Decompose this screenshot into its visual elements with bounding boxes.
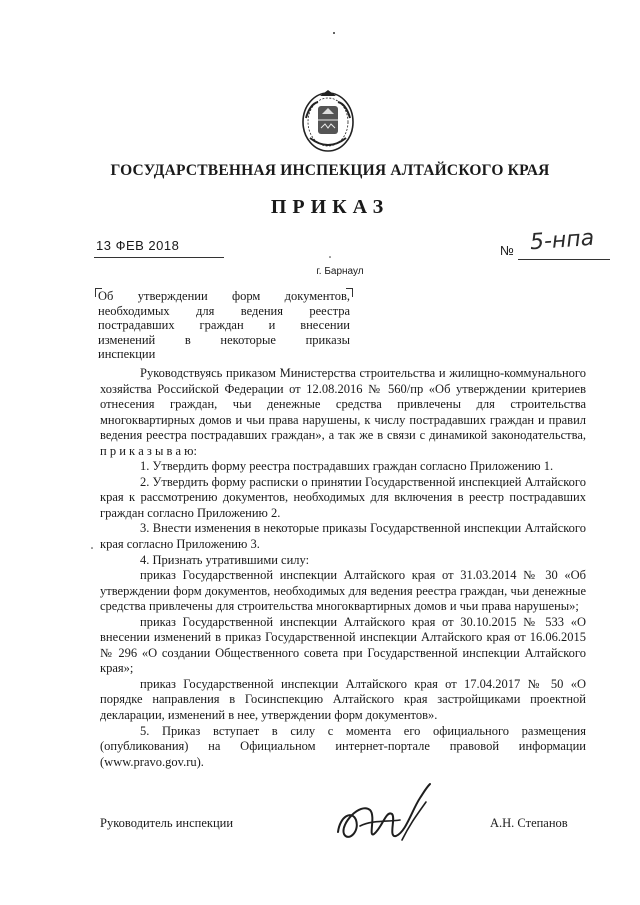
coat-of-arms-emblem-icon [300,88,356,154]
signatory-name: А.Н. Степанов [490,816,568,830]
order-item-3: 3. Внести изменения в некоторые приказы Государственной инспекции Алтайского края согласно Приложению 3. [100,521,586,552]
organization-title: ГОСУДАРСТВЕННАЯ ИНСПЕКЦИЯ АЛТАЙСКОГО КРАЯ [110,162,550,179]
number-underline [518,259,610,260]
number-label: № [500,243,514,258]
order-item-1: 1. Утвердить форму реестра пострадавших граждан согласно Приложению 1. [140,459,554,474]
document-type-heading: ПРИКАЗ [270,196,390,218]
document-date: 13 ФЕВ 2018 [96,238,180,253]
repealed-order-2: приказ Государственной инспекции Алтайского края от 30.10.2015 № 533 «О внесении изменений в приказ Государственной инспекции Алтайского края от 16.06.2015 № 296 «О создании Общественного совета при Государственной инспекции Алтайского края»; [100,614,586,676]
signatory-title: Руководитель инспекции [100,816,234,830]
handwritten-signature-icon [330,780,440,852]
order-subject [98,289,350,362]
order-item-5: 5. Приказ вступает в силу с момента его официального размещения (опубликования) на Официальном интернет-портале правовой информации (www.pravo.gov.ru). [100,723,586,769]
date-underline [94,257,224,258]
order-body [100,366,586,770]
preamble-paragraph: Руководствуясь приказом Министерства строительства и жилищно-коммунального хозяйства Российской Федерации от 12.08.2016 № 560/пр «Об утверждении критериев отнесения граждан, чьи денежные средства привлечены для строительства многоквартирных домов и чьи права нарушены, к числу пострадавших граждан и правил ведения реестра пострадавших граждан», а так же в связи с динамикой законодательства, п р и к а з ы в а ю: [100,366,586,458]
order-item-4: 4. Признать утратившими силу: [140,552,310,567]
repealed-order-3: приказ Государственной инспекции Алтайского края от 17.04.2017 № 50 «О порядке направления в Госинспекцию Алтайского края застройщиками проектной декларации, изменений в нее, утверждении форм документов». [100,676,586,723]
subject-line: пострадавших граждан и внесении [98,318,350,332]
subject-line: инспекции [98,347,156,361]
subject-line: Об утверждении форм документов, [98,289,350,303]
order-item-2: 2. Утвердить форму расписки о принятии Государственной инспекцией Алтайского края к рассмотрению документов, необходимых для включения в реестр пострадавших граждан согласно Приложению 2. [100,474,586,520]
repealed-order-1: приказ Государственной инспекции Алтайского края от 31.03.2014 № 30 «Об утверждении форм документов, необходимых для ведения реестра граждан, чьи денежные средства привлечены для строительства многоквартирных домов и чьи права нарушены»; [100,568,586,614]
subject-line: необходимых для ведения реестра [98,303,350,318]
document-number: 5-нпа [529,225,595,256]
subject-line: изменений в некоторые приказы [98,332,350,347]
city-label: г. Барнаул [316,266,364,277]
